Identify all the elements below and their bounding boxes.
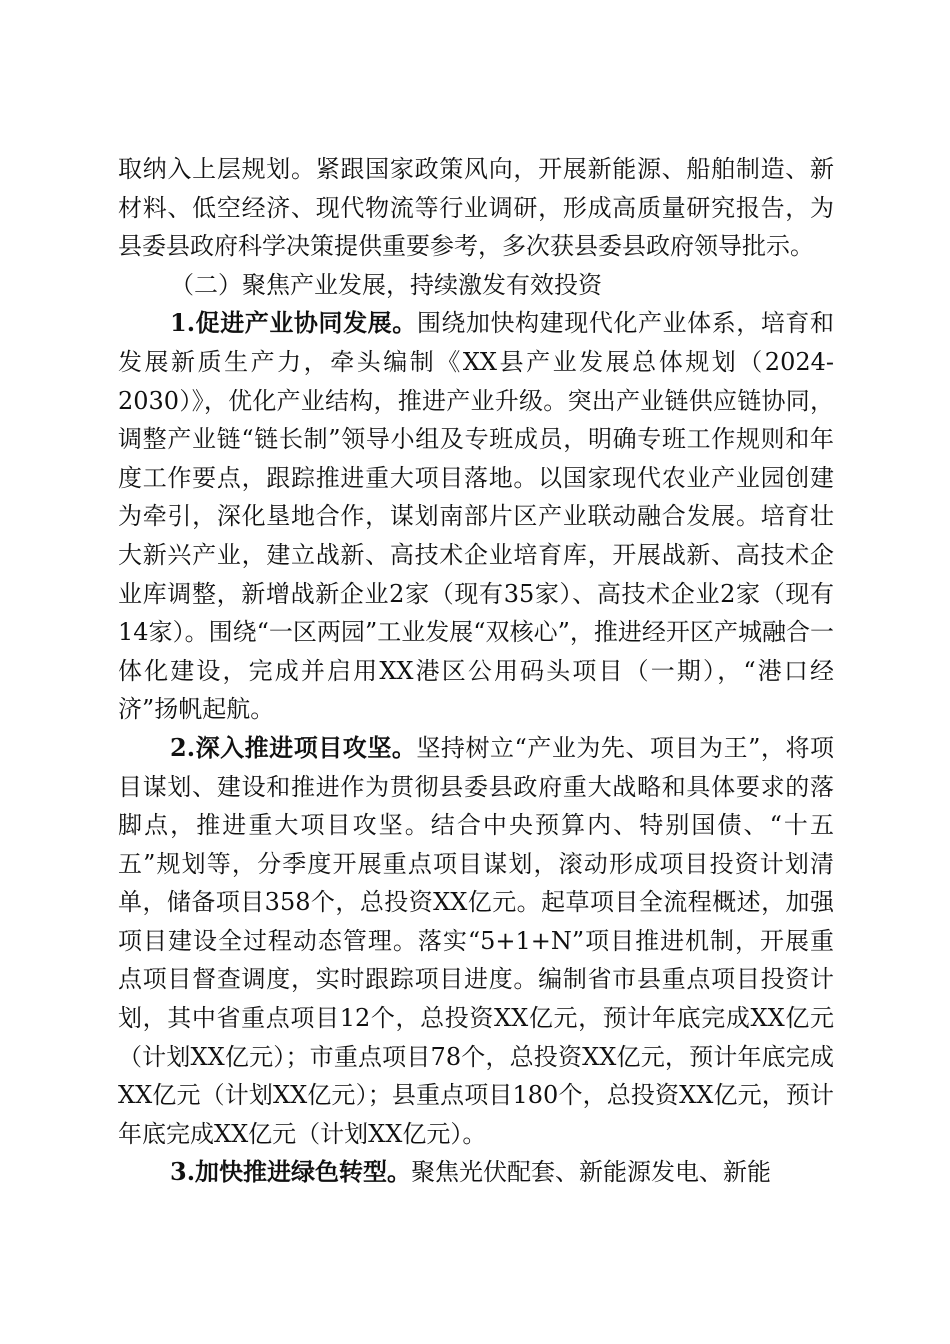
paragraph-text: 取纳入上层规划。紧跟国家政策风向，开展新能源、船舶制造、新材料、低空经济、现代物流等行业调研，形成高质量研究报告，为县委县政府科学决策提供重要参考，多次获县委县政府领导批示。 xyxy=(118,155,834,261)
paragraph-lead-title: 3.加快推进绿色转型。 xyxy=(170,1157,412,1187)
paragraph-text: 围绕加快构建现代化产业体系，培育和发展新质生产力，牵头编制《XX县产业发展总体规划（2024-2030）》，优化产业结构，推进产业升级。突出产业链供应链协同，调整产业链“链长制”领导小组及专班成员，明确专班工作规则和年度工作要点，跟踪推进重大项目落地。以国家现代农业产业园创建为牵引，深化垦地合作，谋划南部片区产业联动融合发展。培育壮大新兴产业，建立战新、高技术企业培育库，开展战新、高技术企业库调整，新增战新企业2家（现有35家）、高技术企业2家（现有14家）。围绕“一区两园”工业发展“双核心”，推进经开区产城融合一体化建设，完成并启用XX港区公用码头项目（一期），“港口经济”扬帆起航。 xyxy=(118,309,835,724)
paragraph-text: 坚持树立“产业为先、项目为王”，将项目谋划、建设和推进作为贯彻县委县政府重大战略和具体要求的落脚点，推进重大项目攻坚。结合中央预算内、特别国债、“十五五”规划等，分季度开展重点项目谋划，滚动形成项目投资计划清单，储备项目358个，总投资XX亿元。起草项目全流程概述，加强项目建设全过程动态管理。落实“5+1+N”项目推进机制，开展重点项目督查调度，实时跟踪项目进度。编制省市县重点项目投资计划，其中省重点项目12个，总投资XX亿元，预计年底完成XX亿元（计划XX亿元）；市重点项目78个，总投资XX亿元，预计年底完成XX亿元（计划XX亿元）；县重点项目180个，总投资XX亿元，预计年底完成XX亿元（计划XX亿元）。 xyxy=(118,733,834,1148)
section-heading xyxy=(118,266,834,305)
paragraph-industry-coordination xyxy=(118,304,834,729)
paragraph-continuation xyxy=(118,150,834,266)
section-heading-text: （二）聚焦产业发展，持续激发有效投资 xyxy=(170,270,602,299)
document-body xyxy=(118,150,834,1192)
paragraph-lead-title: 1.促进产业协同发展。 xyxy=(170,308,417,338)
paragraph-lead-title: 2.深入推进项目攻坚。 xyxy=(170,732,417,762)
paragraph-green-transition xyxy=(118,1153,834,1192)
paragraph-project-advancement xyxy=(118,729,834,1154)
paragraph-text: 聚焦光伏配套、新能源发电、新能 xyxy=(411,1158,772,1187)
